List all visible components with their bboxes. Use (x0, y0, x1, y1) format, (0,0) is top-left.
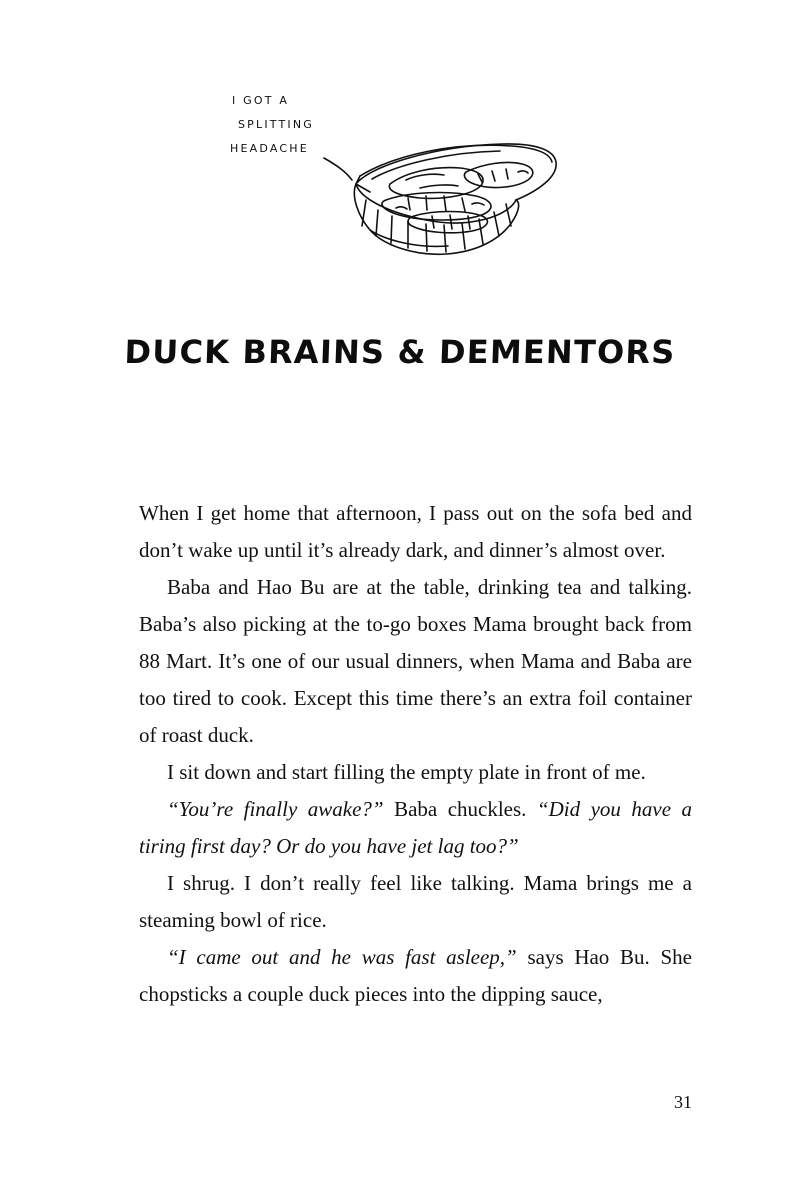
body-paragraph (139, 939, 692, 1013)
dialogue-italic: “You’re finally awake?” (167, 797, 384, 821)
speech-bubble-text (230, 94, 314, 155)
narration-text: When I get home that afternoon, I pass out on the sofa bed and don’t wake up until it’s already dark, and dinner’s almost over. (139, 501, 692, 562)
svg-text:SPLITTING: SPLITTING (238, 118, 315, 131)
narration-text: says Hao Bu. She chopsticks a couple duck pieces into the dipping sauce, (139, 945, 692, 1006)
page-number: 31 (674, 1092, 692, 1112)
body-paragraph (139, 791, 692, 865)
svg-text:I GOT A: I GOT A (232, 94, 290, 107)
chapter-title: DUCK BRAINS & DEMENTORS (123, 333, 677, 372)
dialogue-italic: “Did you have a tiring first day? Or do you have jet lag too?” (139, 797, 692, 858)
narration-text: Baba chuckles. (383, 797, 537, 821)
narration-text: Baba and Hao Bu are at the table, drinking tea and talking. Baba’s also picking at the to-go boxes Mama brought back from 88 Mart. It’s one of our usual dinners, when Mama and Baba are too tired to cook. Except this time there’s an extra foil container of roast duck. (139, 575, 692, 747)
narration-text: I shrug. I don’t really feel like talking. Mama brings me a steaming bowl of rice. (139, 871, 692, 932)
body-paragraph (139, 495, 692, 569)
body-paragraph (139, 754, 692, 791)
chapter-illustration (220, 80, 600, 270)
body-paragraph (139, 569, 692, 754)
narration-text: I sit down and start filling the empty plate in front of me. (167, 760, 646, 784)
dialogue-italic: “I came out and he was fast asleep,” (167, 945, 517, 969)
svg-text:HEADACHE: HEADACHE (230, 142, 309, 155)
body-text (139, 495, 692, 1013)
body-paragraph (139, 865, 692, 939)
